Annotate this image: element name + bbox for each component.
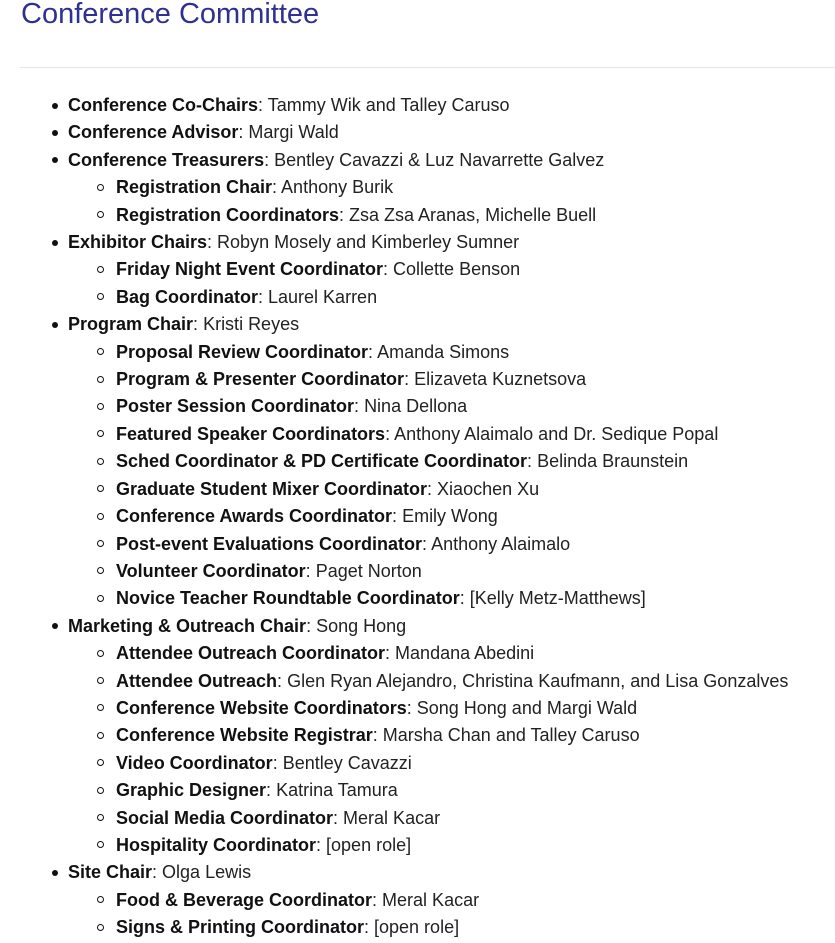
role-members: Anthony Alaimalo and Dr. Sedique Popal bbox=[394, 423, 719, 444]
role-title: Registration Chair bbox=[116, 177, 273, 198]
committee-role-item bbox=[0, 311, 788, 612]
role-separator: : bbox=[385, 423, 395, 444]
committee-list bbox=[0, 92, 788, 942]
role-title: Attendee Outreach bbox=[116, 670, 278, 691]
role-separator: : bbox=[368, 341, 378, 362]
subrole-item bbox=[68, 640, 788, 667]
role-separator: : bbox=[306, 615, 317, 636]
role-separator: : bbox=[207, 232, 218, 253]
role-title: Proposal Review Coordinator bbox=[116, 341, 369, 362]
role-title: Conference Co-Chairs bbox=[68, 95, 259, 115]
role-separator: : bbox=[272, 752, 283, 773]
role-title: Sched Coordinator & PD Certificate Coordinator bbox=[116, 451, 528, 472]
role-members: Song Hong and Margi Wald bbox=[416, 697, 638, 718]
subrole-item bbox=[68, 448, 788, 475]
role-title: Bag Coordinator bbox=[116, 286, 258, 307]
role-separator: : bbox=[264, 149, 275, 170]
subrole-list bbox=[68, 174, 788, 229]
role-members: Zsa Zsa Aranas, Michelle Buell bbox=[349, 204, 597, 225]
role-members: Anthony Burik bbox=[281, 177, 394, 198]
role-separator: : bbox=[422, 533, 432, 554]
role-members: Glen Ryan Alejandro, Christina Kaufmann, and Lisa Gonzalves bbox=[287, 670, 789, 691]
role-separator: : bbox=[266, 780, 277, 801]
role-separator: : bbox=[354, 396, 365, 417]
role-separator: : bbox=[527, 451, 538, 472]
role-separator: : bbox=[258, 95, 268, 115]
role-separator: : bbox=[372, 725, 383, 746]
role-title: Conference Awards Coordinator bbox=[116, 506, 393, 527]
role-separator: : bbox=[383, 259, 394, 280]
role-members: [Kelly Metz-Matthews] bbox=[469, 588, 646, 609]
role-separator: : bbox=[272, 177, 282, 198]
role-separator: : bbox=[372, 889, 383, 910]
role-members: Olga Lewis bbox=[162, 862, 252, 883]
role-members: Katrina Tamura bbox=[276, 780, 398, 801]
role-members: Bentley Cavazzi & Luz Navarrette Galvez bbox=[274, 149, 605, 170]
role-title: Novice Teacher Roundtable Coordinator bbox=[116, 588, 460, 609]
role-title: Exhibitor Chairs bbox=[68, 232, 208, 253]
role-title: Attendee Outreach Coordinator bbox=[116, 643, 386, 664]
role-title: Conference Website Registrar bbox=[116, 725, 373, 746]
role-title: Marketing & Outreach Chair bbox=[68, 615, 307, 636]
subrole-list bbox=[68, 640, 788, 859]
role-separator: : bbox=[305, 560, 316, 581]
page-title: Conference Committee bbox=[21, 0, 320, 30]
role-title: Program & Presenter Coordinator bbox=[116, 369, 405, 390]
subrole-item bbox=[68, 202, 788, 229]
role-members: Mandana Abedini bbox=[395, 643, 535, 664]
subrole-item bbox=[68, 339, 788, 366]
subrole-item bbox=[68, 805, 788, 832]
role-members: Song Hong bbox=[316, 615, 407, 636]
subrole-item bbox=[68, 284, 788, 311]
committee-role-item bbox=[0, 119, 788, 146]
role-members: Meral Kacar bbox=[382, 889, 480, 910]
role-members: [open role] bbox=[374, 917, 460, 938]
role-title: Video Coordinator bbox=[116, 752, 273, 773]
subrole-item bbox=[68, 668, 788, 695]
role-members: Kristi Reyes bbox=[203, 314, 300, 335]
subrole-item bbox=[68, 531, 788, 558]
role-title: Conference Treasurers bbox=[68, 149, 265, 170]
role-separator: : bbox=[385, 643, 396, 664]
subrole-item bbox=[68, 722, 788, 749]
role-separator: : bbox=[193, 314, 204, 335]
role-title: Friday Night Event Coordinator bbox=[116, 259, 384, 280]
role-title: Conference Website Coordinators bbox=[116, 697, 407, 718]
subrole-item bbox=[68, 585, 788, 612]
role-title: Signs & Printing Coordinator bbox=[116, 917, 364, 938]
role-members: Tammy Wik and Talley Caruso bbox=[267, 95, 510, 115]
subrole-list bbox=[68, 887, 788, 942]
role-separator: : bbox=[404, 369, 415, 390]
subrole-item bbox=[68, 256, 788, 283]
subrole-item bbox=[68, 393, 788, 420]
role-title: Program Chair bbox=[68, 314, 194, 335]
role-title: Hospitality Coordinator bbox=[116, 834, 317, 855]
subrole-item bbox=[68, 695, 788, 722]
role-members: Bentley Cavazzi bbox=[282, 752, 412, 773]
role-title: Registration Coordinators bbox=[116, 204, 340, 225]
role-title: Post-event Evaluations Coordinator bbox=[116, 533, 423, 554]
role-separator: : bbox=[392, 506, 403, 527]
role-members: Paget Norton bbox=[315, 560, 422, 581]
role-separator: : bbox=[459, 588, 470, 609]
role-members: [open role] bbox=[326, 834, 412, 855]
committee-role-item bbox=[0, 613, 788, 860]
role-members: Collette Benson bbox=[393, 259, 521, 280]
subrole-item bbox=[68, 503, 788, 530]
committee-role-item bbox=[0, 147, 788, 229]
subrole-item bbox=[68, 366, 788, 393]
role-members: Laurel Karren bbox=[268, 286, 378, 307]
role-title: Volunteer Coordinator bbox=[116, 560, 306, 581]
role-separator: : bbox=[333, 807, 344, 828]
role-members: Emily Wong bbox=[402, 506, 498, 527]
subrole-list bbox=[68, 339, 788, 613]
role-title: Featured Speaker Coordinators bbox=[116, 423, 386, 444]
role-separator: : bbox=[238, 122, 249, 143]
role-separator: : bbox=[339, 204, 350, 225]
role-members: Margi Wald bbox=[248, 122, 339, 143]
role-separator: : bbox=[406, 697, 417, 718]
subrole-item bbox=[68, 421, 788, 448]
role-separator: : bbox=[152, 862, 163, 883]
role-title: Social Media Coordinator bbox=[116, 807, 334, 828]
subrole-item bbox=[68, 750, 788, 777]
subrole-item bbox=[68, 887, 788, 914]
subrole-item bbox=[68, 832, 788, 859]
role-title: Food & Beverage Coordinator bbox=[116, 889, 373, 910]
role-members: Belinda Braunstein bbox=[537, 451, 689, 472]
committee-role-item bbox=[0, 92, 788, 119]
title-divider bbox=[20, 67, 835, 68]
role-separator: : bbox=[427, 478, 438, 499]
subrole-list bbox=[68, 256, 788, 311]
role-members: Robyn Mosely and Kimberley Sumner bbox=[217, 232, 520, 253]
role-members: Anthony Alaimalo bbox=[431, 533, 571, 554]
role-separator: : bbox=[316, 834, 327, 855]
subrole-item bbox=[68, 558, 788, 585]
role-members: Marsha Chan and Talley Caruso bbox=[382, 725, 640, 746]
subrole-item bbox=[68, 777, 788, 804]
committee-role-item bbox=[0, 859, 788, 941]
role-title: Graduate Student Mixer Coordinator bbox=[116, 478, 428, 499]
committee-role-item bbox=[0, 229, 788, 311]
subrole-item bbox=[68, 174, 788, 201]
role-members: Amanda Simons bbox=[377, 341, 510, 362]
role-members: Xiaochen Xu bbox=[437, 478, 540, 499]
role-separator: : bbox=[364, 917, 375, 938]
role-separator: : bbox=[258, 286, 269, 307]
role-members: Elizaveta Kuznetsova bbox=[414, 369, 587, 390]
role-members: Meral Kacar bbox=[343, 807, 441, 828]
subrole-item bbox=[68, 914, 788, 941]
role-title: Site Chair bbox=[68, 862, 153, 883]
role-members: Nina Dellona bbox=[364, 396, 468, 417]
subrole-item bbox=[68, 476, 788, 503]
role-title: Conference Advisor bbox=[68, 122, 239, 143]
role-separator: : bbox=[277, 670, 288, 691]
role-title: Graphic Designer bbox=[116, 780, 267, 801]
role-title: Poster Session Coordinator bbox=[116, 396, 355, 417]
